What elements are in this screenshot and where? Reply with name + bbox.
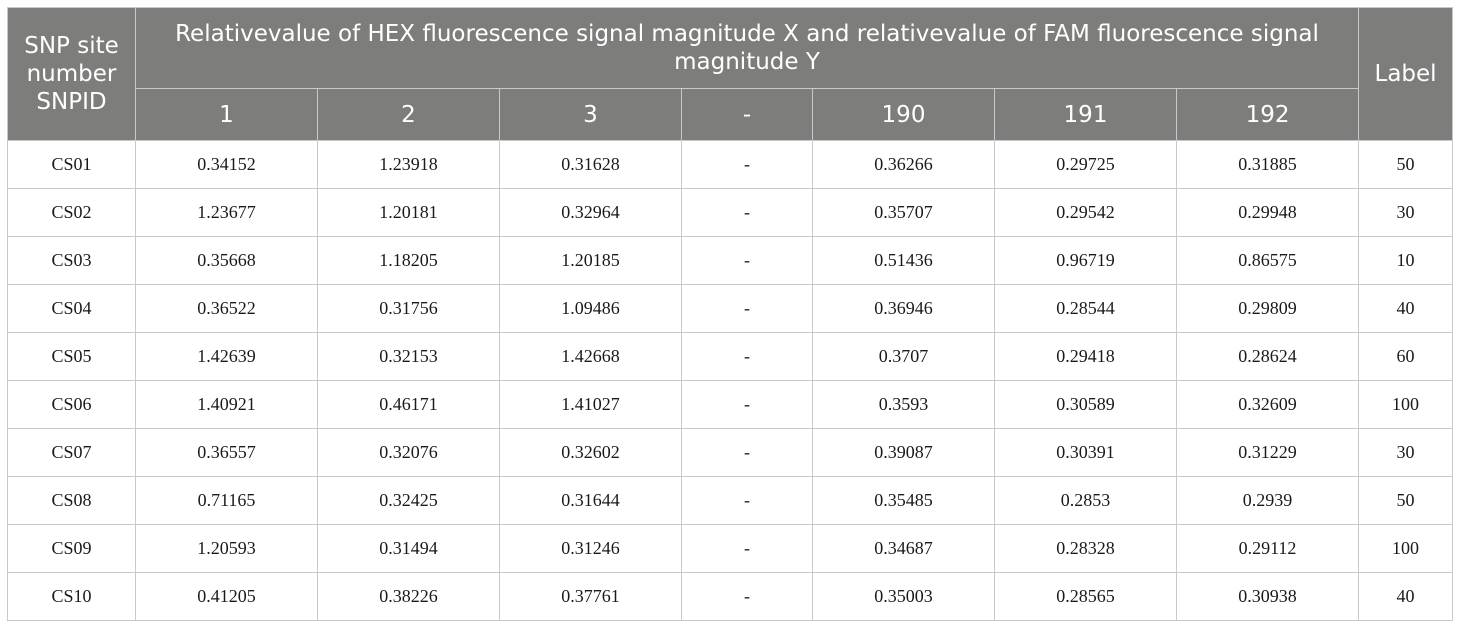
header-col-3: 3 bbox=[500, 89, 682, 141]
table-cell: 0.51436 bbox=[813, 237, 995, 285]
row-label: 10 bbox=[1359, 237, 1453, 285]
table-cell: 0.35668 bbox=[136, 237, 318, 285]
table-cell: - bbox=[682, 525, 813, 573]
header-snp-id: SNP site number SNPID bbox=[8, 8, 136, 141]
table-cell: 0.32609 bbox=[1177, 381, 1359, 429]
row-snp-id: CS03 bbox=[8, 237, 136, 285]
row-label: 100 bbox=[1359, 381, 1453, 429]
table-cell: 1.41027 bbox=[500, 381, 682, 429]
table-row bbox=[8, 573, 1453, 621]
table-cell: 0.36522 bbox=[136, 285, 318, 333]
table-cell: 1.20185 bbox=[500, 237, 682, 285]
row-label: 40 bbox=[1359, 573, 1453, 621]
table-container bbox=[7, 7, 1453, 621]
header-col-2: 2 bbox=[318, 89, 500, 141]
row-label: 100 bbox=[1359, 525, 1453, 573]
table-cell: 1.09486 bbox=[500, 285, 682, 333]
table-cell: 1.23918 bbox=[318, 141, 500, 189]
table-cell: 0.29948 bbox=[1177, 189, 1359, 237]
table-cell: 1.42668 bbox=[500, 333, 682, 381]
row-snp-id: CS06 bbox=[8, 381, 136, 429]
table-cell: 0.35707 bbox=[813, 189, 995, 237]
header-row-top bbox=[8, 8, 1453, 89]
row-snp-id: CS07 bbox=[8, 429, 136, 477]
table-cell: 0.31229 bbox=[1177, 429, 1359, 477]
table-cell: 0.31628 bbox=[500, 141, 682, 189]
table-cell: 0.28565 bbox=[995, 573, 1177, 621]
table-cell: 0.34687 bbox=[813, 525, 995, 573]
row-label: 30 bbox=[1359, 429, 1453, 477]
table-cell: 0.32602 bbox=[500, 429, 682, 477]
table-cell: 0.31885 bbox=[1177, 141, 1359, 189]
table-cell: 0.32425 bbox=[318, 477, 500, 525]
snp-data-table bbox=[7, 7, 1453, 621]
row-snp-id: CS02 bbox=[8, 189, 136, 237]
table-cell: - bbox=[682, 573, 813, 621]
table-row bbox=[8, 525, 1453, 573]
row-snp-id: CS05 bbox=[8, 333, 136, 381]
table-header bbox=[8, 8, 1453, 141]
table-cell: 1.20593 bbox=[136, 525, 318, 573]
row-label: 40 bbox=[1359, 285, 1453, 333]
table-row bbox=[8, 285, 1453, 333]
table-row bbox=[8, 189, 1453, 237]
table-cell: 0.2853 bbox=[995, 477, 1177, 525]
table-cell: 0.2939 bbox=[1177, 477, 1359, 525]
row-snp-id: CS09 bbox=[8, 525, 136, 573]
table-cell: - bbox=[682, 141, 813, 189]
table-row bbox=[8, 333, 1453, 381]
table-cell: 0.96719 bbox=[995, 237, 1177, 285]
table-cell: 0.30938 bbox=[1177, 573, 1359, 621]
table-cell: 0.3593 bbox=[813, 381, 995, 429]
table-cell: 1.18205 bbox=[318, 237, 500, 285]
table-cell: - bbox=[682, 189, 813, 237]
table-cell: - bbox=[682, 429, 813, 477]
table-cell: 1.20181 bbox=[318, 189, 500, 237]
table-cell: 0.29809 bbox=[1177, 285, 1359, 333]
row-label: 60 bbox=[1359, 333, 1453, 381]
table-row bbox=[8, 477, 1453, 525]
table-row bbox=[8, 429, 1453, 477]
header-col-1: 1 bbox=[136, 89, 318, 141]
header-label: Label bbox=[1359, 8, 1453, 141]
table-row bbox=[8, 237, 1453, 285]
table-cell: 0.35003 bbox=[813, 573, 995, 621]
table-row bbox=[8, 381, 1453, 429]
table-cell: 1.42639 bbox=[136, 333, 318, 381]
table-cell: 0.31644 bbox=[500, 477, 682, 525]
row-label: 50 bbox=[1359, 141, 1453, 189]
table-cell: 0.28328 bbox=[995, 525, 1177, 573]
table-body bbox=[8, 141, 1453, 621]
table-row bbox=[8, 141, 1453, 189]
table-cell: 0.31756 bbox=[318, 285, 500, 333]
table-cell: 0.3707 bbox=[813, 333, 995, 381]
table-cell: 0.31246 bbox=[500, 525, 682, 573]
table-cell: 0.29418 bbox=[995, 333, 1177, 381]
header-col-6: 191 bbox=[995, 89, 1177, 141]
table-cell: 0.37761 bbox=[500, 573, 682, 621]
table-cell: 0.32076 bbox=[318, 429, 500, 477]
header-col-5: 190 bbox=[813, 89, 995, 141]
table-cell: 0.30391 bbox=[995, 429, 1177, 477]
table-cell: 0.46171 bbox=[318, 381, 500, 429]
table-cell: 0.32153 bbox=[318, 333, 500, 381]
header-col-7: 192 bbox=[1177, 89, 1359, 141]
table-cell: - bbox=[682, 477, 813, 525]
table-cell: 0.39087 bbox=[813, 429, 995, 477]
table-cell: 0.35485 bbox=[813, 477, 995, 525]
table-cell: 0.41205 bbox=[136, 573, 318, 621]
table-cell: 0.31494 bbox=[318, 525, 500, 573]
row-snp-id: CS08 bbox=[8, 477, 136, 525]
table-cell: 0.30589 bbox=[995, 381, 1177, 429]
row-label: 30 bbox=[1359, 189, 1453, 237]
table-cell: 0.29112 bbox=[1177, 525, 1359, 573]
table-cell: 0.71165 bbox=[136, 477, 318, 525]
row-label: 50 bbox=[1359, 477, 1453, 525]
table-cell: 0.38226 bbox=[318, 573, 500, 621]
row-snp-id: CS04 bbox=[8, 285, 136, 333]
row-snp-id: CS10 bbox=[8, 573, 136, 621]
table-cell: 0.86575 bbox=[1177, 237, 1359, 285]
table-cell: 0.34152 bbox=[136, 141, 318, 189]
table-cell: 0.28544 bbox=[995, 285, 1177, 333]
header-row-sub bbox=[8, 89, 1453, 141]
table-cell: 0.32964 bbox=[500, 189, 682, 237]
table-cell: 1.23677 bbox=[136, 189, 318, 237]
table-cell: 0.36557 bbox=[136, 429, 318, 477]
table-cell: 0.29542 bbox=[995, 189, 1177, 237]
table-cell: - bbox=[682, 285, 813, 333]
table-cell: - bbox=[682, 381, 813, 429]
header-group: Relativevalue of HEX fluorescence signal magnitude X and relativevalue of FAM fluorescence signal magnitude Y bbox=[136, 8, 1359, 89]
table-cell: - bbox=[682, 237, 813, 285]
table-cell: 0.29725 bbox=[995, 141, 1177, 189]
table-cell: 0.36946 bbox=[813, 285, 995, 333]
row-snp-id: CS01 bbox=[8, 141, 136, 189]
header-col-4: - bbox=[682, 89, 813, 141]
table-cell: - bbox=[682, 333, 813, 381]
table-cell: 0.36266 bbox=[813, 141, 995, 189]
table-cell: 0.28624 bbox=[1177, 333, 1359, 381]
table-cell: 1.40921 bbox=[136, 381, 318, 429]
